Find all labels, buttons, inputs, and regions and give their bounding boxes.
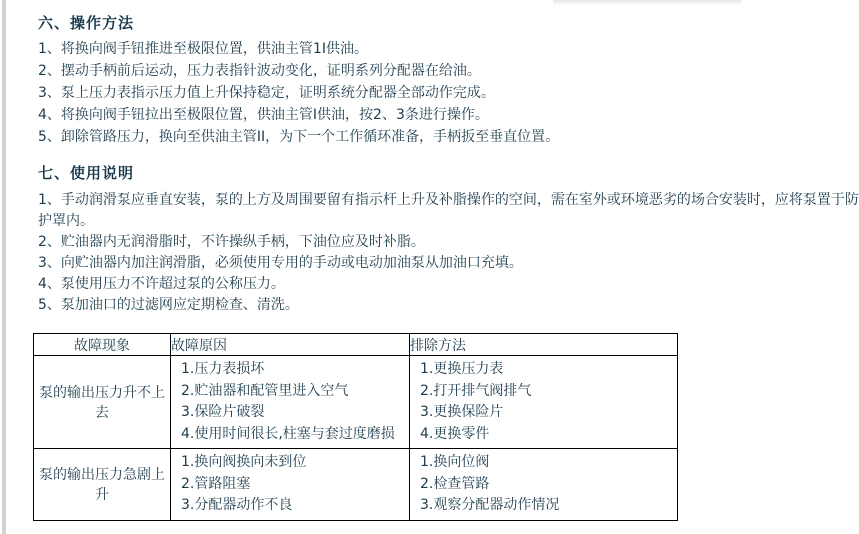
section-body	[38, 38, 737, 148]
cause-item: 1.换向阀换向未到位	[181, 454, 307, 470]
phenomenon-cell: 泵的输出压力升不上去	[34, 356, 171, 449]
list-item: 3、泵上压力表指示压力值上升保持稳定，证明系统分配器全部动作完成。	[38, 85, 495, 101]
cause-cell	[171, 356, 410, 449]
list-item: 4、将换向阀手钮拉出至极限位置，供油主管I供油，按2、3条进行操作。	[38, 107, 489, 123]
remedy-cell	[410, 449, 678, 521]
phenomenon-cell: 泵的输出压力急剧上升	[34, 449, 171, 521]
list-item: 2、摆动手柄前后运动，压力表指针波动变化，证明系列分配器在给油。	[38, 63, 481, 79]
list-item: 5、卸除管路压力，换向至供油主管II，为下一个工作循环准备，手柄扳至垂直位置。	[38, 129, 560, 145]
cause-item: 3.保险片破裂	[181, 404, 265, 420]
list-item: 1、手动润滑泵应垂直安装，泵的上方及周围要留有指示杆上升及补脂操作的空间，需在室外或环境恶劣的场合安装时，应将泵置于防	[38, 192, 859, 208]
page-edge-strip	[2, 0, 6, 534]
list-item-wrap: 护罩内。	[38, 213, 94, 229]
list-item: 4、泵使用压力不许超过泵的公称压力。	[38, 276, 285, 292]
remedy-item: 4.更换零件	[420, 425, 490, 442]
section-usage-notes	[38, 162, 859, 316]
remedy-item: 2.检查管路	[420, 475, 490, 492]
fault-troubleshooting-table	[33, 333, 678, 521]
table-row	[34, 356, 678, 449]
cause-item: 3.分配器动作不良	[181, 497, 293, 513]
column-header-remedy: 排除方法	[410, 334, 678, 356]
cause-item: 2.贮油器和配管里进入空气	[181, 382, 349, 399]
cause-cell	[171, 449, 410, 521]
remedy-item: 2.打开排气阀排气	[420, 382, 532, 399]
remedy-item: 1.更换压力表	[420, 361, 504, 377]
column-header-phenomenon: 故障现象	[34, 334, 171, 356]
remedy-item: 3.观察分配器动作情况	[420, 497, 560, 513]
section-body	[38, 190, 859, 316]
table-row	[34, 449, 678, 521]
cropped-text-artifact	[553, 0, 741, 5]
remedy-item: 1.换向位阀	[420, 454, 490, 470]
section-operation-method	[38, 12, 737, 148]
cause-item: 2.管路阻塞	[181, 475, 251, 492]
list-item: 5、泵加油口的过滤网应定期检查、清洗。	[38, 297, 299, 313]
section-heading: 七、使用说明	[38, 164, 135, 182]
list-item: 2、贮油器内无润滑脂时，不许操纵手柄，下油位应及时补脂。	[38, 234, 425, 250]
cause-item: 1.压力表损坏	[181, 361, 265, 377]
list-item: 3、向贮油器内加注润滑脂，必须使用专用的手动或电动加油泵从加油口充填。	[38, 255, 523, 271]
cause-item: 4.使用时间很长,柱塞与套过度磨损	[181, 425, 395, 442]
remedy-cell	[410, 356, 678, 449]
remedy-item: 3.更换保险片	[420, 404, 504, 420]
table-header-row	[34, 334, 678, 356]
section-heading: 六、操作方法	[38, 14, 135, 32]
list-item: 1、将换向阀手钮推进至极限位置，供油主管1I供油。	[38, 41, 368, 57]
column-header-cause: 故障原因	[171, 334, 410, 356]
